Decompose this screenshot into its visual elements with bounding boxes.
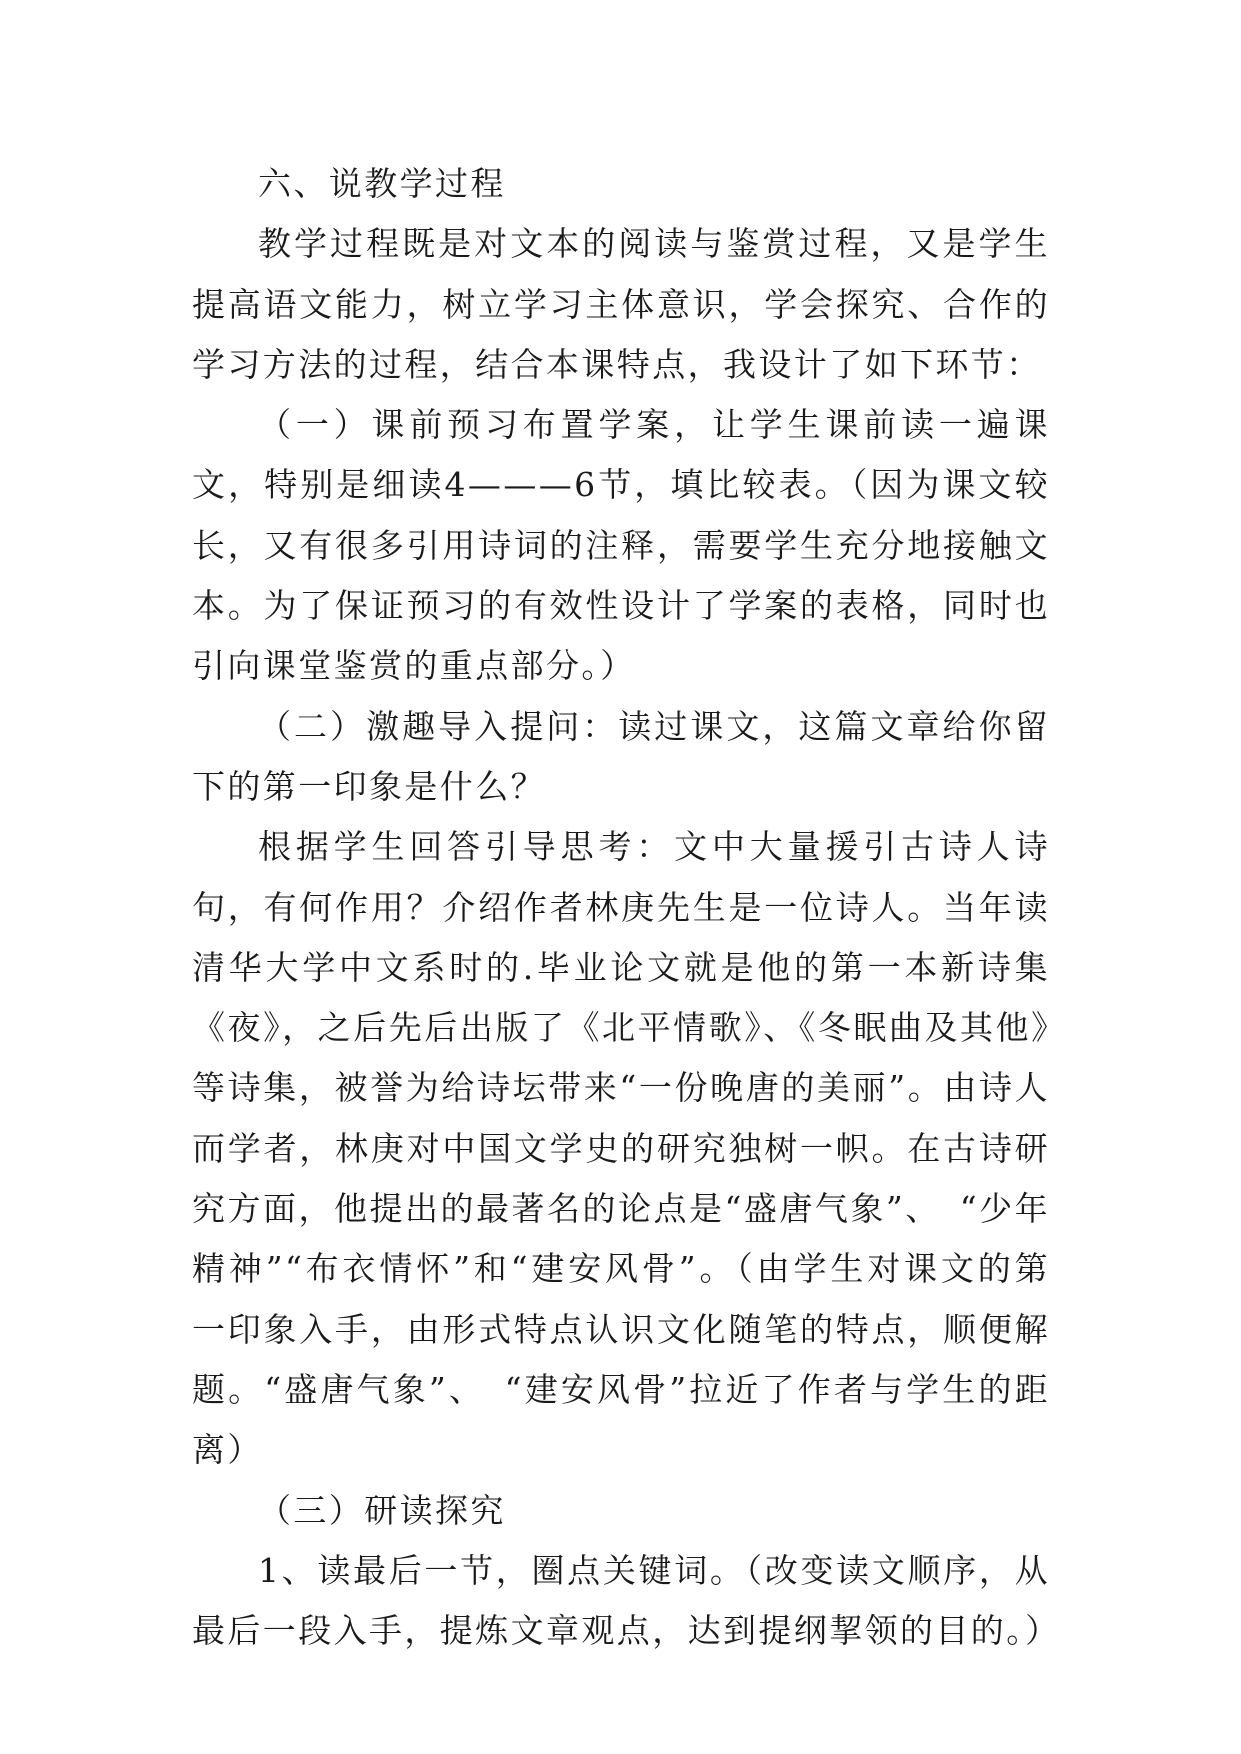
document-page bbox=[192, 154, 1061, 1661]
step-one-paragraph: （一）课前预习布置学案，让学生课前读一遍课文，特别是细读4———6节，填比较表。（因为课文较长，又有很多引用诗词的注释，需要学生充分地接触文本。为了保证预习的有效性设计了学案的表格，同时也引向课堂鉴赏的重点部分。） bbox=[192, 405, 1050, 686]
intro-paragraph: 教学过程既是对文本的阅读与鉴赏过程，又是学生提高语文能力，树立学习主体意识，学会探究、合作的学习方法的过程，结合本课特点，我设计了如下环节： bbox=[192, 224, 1050, 384]
section-heading: 六、说教学过程 bbox=[258, 164, 506, 203]
step-three-item-one: 1、读最后一节，圈点关键词。（改变读文顺序，从最后一段入手，提炼文章观点，达到提纲挈领的目的。） bbox=[192, 1550, 1061, 1651]
guidance-paragraph: 根据学生回答引导思考：文中大量援引古诗人诗句，有何作用？介绍作者林庚先生是一位诗人。当年读清华大学中文系时的.毕业论文就是他的第一本新诗集《夜》，之后先后出版了《北平情歌》、《冬眠曲及其他》等诗集，被誉为给诗坛带来“一份晚唐的美丽”。由诗人而学者，林庚对中国文学史的研究独树一帜。在古诗研究方面，他提出的最著名的论点是“盛唐气象”、 “少年精神”“布衣情怀”和“建安风骨”。（由学生对课文的第一印象入手，由形式特点认识文化随笔的特点，顺便解题。“盛唐气象”、 “建安风骨”拉近了作者与学生的距离） bbox=[192, 827, 1050, 1470]
step-three-heading: （三）研读探究 bbox=[258, 1490, 506, 1530]
step-two-paragraph: （二）激趣导入提问：读过课文，这篇文章给你留下的第一印象是什么？ bbox=[192, 706, 1050, 806]
